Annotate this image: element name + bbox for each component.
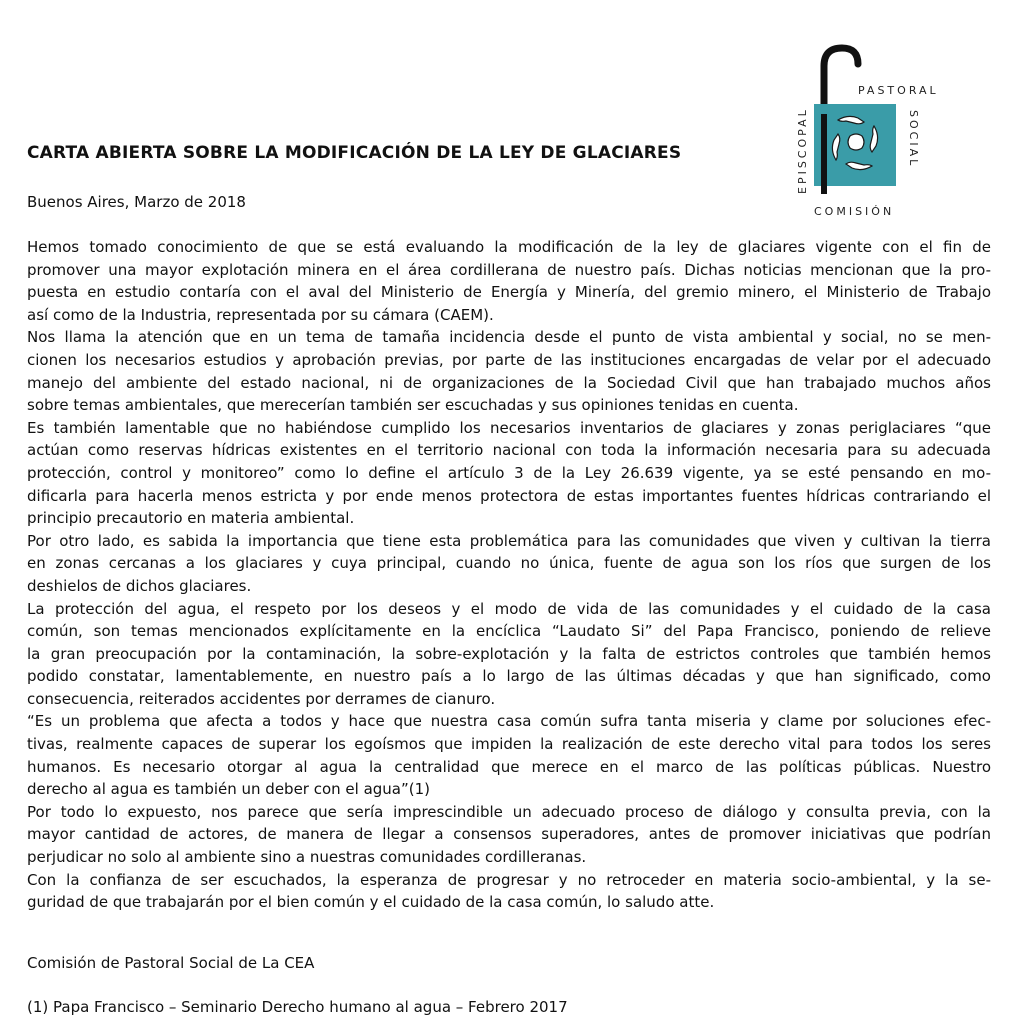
body-line: deshielos de dichos glaciares. (27, 576, 252, 595)
dateline: Buenos Aires, Marzo de 2018 (27, 193, 246, 211)
body-line: la gran preocupación por la contaminación, la sobre-explotación y la falta de estrictos controles que también hemos (27, 644, 991, 663)
pastoral-social-logo (786, 44, 939, 222)
body-line: Por otro lado, es sabida la importancia que tiene esta problemática para las comunidades que viven y cultivan la tierra (27, 531, 991, 550)
body-line: manejo del ambiente del estado nacional, ni de organizaciones de la Sociedad Civil que han trabajado muchos años (27, 373, 991, 392)
body-line: cionen los necesarios estudios y aprobación previas, por parte de las instituciones encargadas de velar por el adecuado (27, 350, 991, 369)
crozier-hands-logo-icon (786, 44, 939, 222)
body-line: así como de la Industria, representada por su cámara (CAEM). (27, 305, 494, 324)
body-line: sobre temas ambientales, que merecerían también ser escuchadas y sus opiniones tenidas en cuenta. (27, 396, 799, 415)
body-line: puesta en estudio contaría con el aval del Ministerio de Energía y Minería, del gremio minero, el Ministerio de Trabajo (27, 283, 991, 302)
logo-left-text: EPISCOPAL (796, 107, 809, 194)
body-line: común, son temas mencionados explícitamente en la encíclica “Laudato Si” del Papa Francisco, poniendo de relieve (27, 622, 991, 641)
body-line: dificarla para hacerla menos estricta y por ende menos protectora de estas importantes fuentes hídricas contrariando el (27, 486, 991, 505)
body-line: guridad de que trabajarán por el bien común y el cuidado de la casa común, lo saludo atte. (27, 893, 715, 912)
body-line: en zonas cercanas a los glaciares y cuya principal, cuando no única, fuente de agua son los ríos que surgen de los (27, 554, 991, 573)
footnote: (1) Papa Francisco – Seminario Derecho humano al agua – Febrero 2017 (27, 998, 568, 1016)
letter-body (27, 236, 991, 914)
logo-bottom-text: COMISIÓN (814, 205, 895, 218)
body-line: actúan como reservas hídricas existentes en el territorio nacional con toda la información necesaria para su adecuada (27, 441, 991, 460)
letter-title: CARTA ABIERTA SOBRE LA MODIFICACIÓN DE LA LEY DE GLACIARES (27, 143, 682, 163)
body-line: principio precautorio en materia ambiental. (27, 509, 355, 528)
body-line: Por todo lo expuesto, nos parece que sería imprescindible un adecuado proceso de diálogo y consulta previa, con la (27, 802, 991, 821)
body-line: Es también lamentable que no habiéndose cumplido los necesarios inventarios de glaciares y zonas periglaciares “que (27, 418, 991, 437)
body-line: Nos llama la atención que en un tema de tamaña incidencia desde el punto de vista ambiental y social, no se men- (27, 328, 991, 347)
body-line: protección, control y monitoreo” como lo define el artículo 3 de la Ley 26.639 vigente, ya se esté pensando en mo- (27, 463, 991, 482)
logo-right-text: SOCIAL (907, 110, 920, 169)
logo-top-text: PASTORAL (858, 84, 939, 97)
body-line: consecuencia, reiterados accidentes por derrames de cianuro. (27, 689, 496, 708)
body-line: mayor cantidad de actores, de manera de llegar a consensos superadores, antes de promover iniciativas que podrían (27, 825, 991, 844)
body-line: Hemos tomado conocimiento de que se está evaluando la modificación de la ley de glaciares vigente con el fin de (27, 238, 991, 256)
body-line: humanos. Es necesario otorgar al agua la centralidad que merece en el marco de las políticas públicas. Nuestro (27, 757, 991, 776)
body-line: tivas, realmente capaces de superar los egoísmos que impiden la realización de este derecho vital para todos los seres (27, 735, 991, 754)
body-line: “Es un problema que afecta a todos y hace que nuestra casa común sufra tanta miseria y clame por soluciones efec- (27, 712, 991, 731)
signature: Comisión de Pastoral Social de La CEA (27, 954, 315, 972)
body-line: perjudicar no solo al ambiente sino a nuestras comunidades cordilleranas. (27, 848, 587, 867)
body-line: La protección del agua, el respeto por los deseos y el modo de vida de las comunidades y el cuidado de la casa (27, 599, 991, 618)
body-line: derecho al agua es también un deber con el agua”(1) (27, 780, 431, 799)
body-line: Con la confianza de ser escuchados, la esperanza de progresar y no retroceder en materia socio-ambiental, y la se- (27, 870, 991, 889)
body-line: podido constatar, lamentablemente, en nuestro país a lo largo de las últimas décadas y que han significado, como (27, 667, 991, 686)
body-line: promover una mayor explotación minera en el área cordillerana de nuestro país. Dichas noticias mencionan que la pro- (27, 260, 991, 279)
